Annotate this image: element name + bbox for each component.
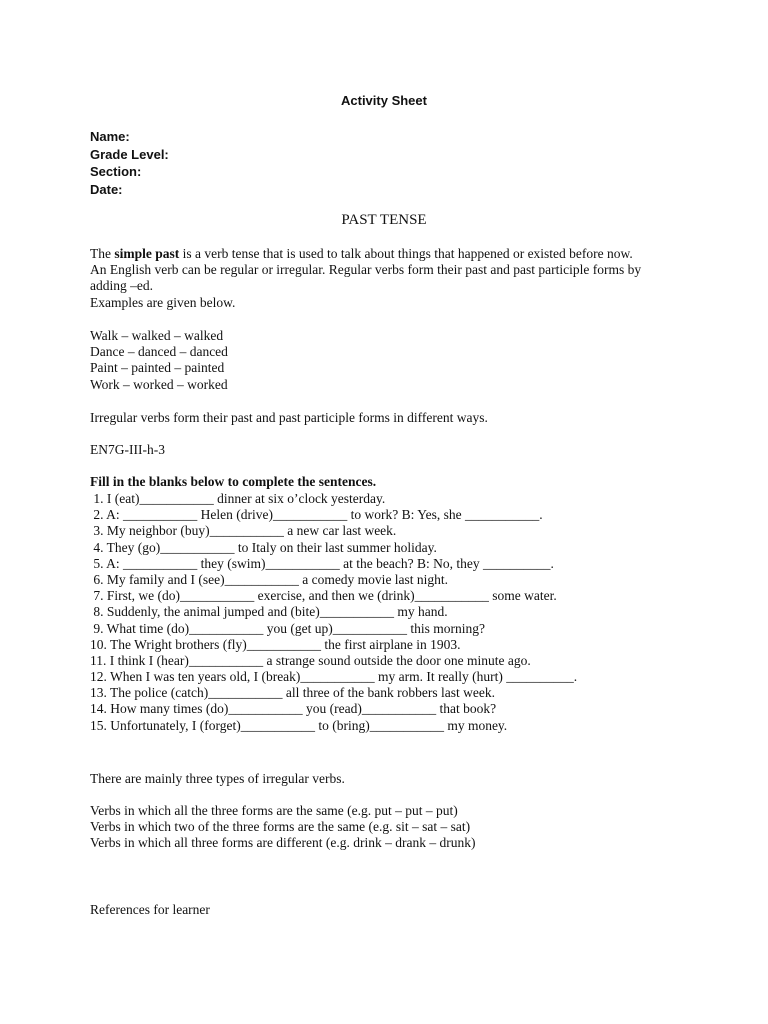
section-title: PAST TENSE	[341, 212, 427, 228]
intro-line-1	[90, 246, 690, 262]
exercise-item: 9. What time (do)___________ you (get up)___________ this morning?	[90, 620, 485, 636]
exercise-item: 14. How many times (do)___________ you (read)___________ that book?	[90, 701, 497, 717]
exercise-item: 11. I think I (hear)___________ a strange sound outside the door one minute ago.	[90, 652, 531, 668]
exercise-item: 4. They (go)___________ to Italy on their last summer holiday.	[90, 539, 437, 555]
exercise-item: 1. I (eat)___________ dinner at six o’clock yesterday.	[90, 491, 386, 506]
intro-line-4: Examples are given below.	[90, 294, 236, 310]
intro-paragraph	[90, 246, 690, 311]
exercise-item: 6. My family and I (see)___________ a comedy movie last night.	[90, 571, 449, 587]
example-item: Walk – walked – walked	[90, 328, 224, 343]
irregular-note: Irregular verbs form their past and past participle forms in different ways.	[90, 410, 488, 425]
exercise-item: 13. The police (catch)___________ all three of the bank robbers last week.	[90, 685, 495, 701]
examples-list	[90, 328, 228, 393]
sheet-title: Activity Sheet	[341, 93, 427, 108]
intro-line-1-post: is a verb tense that is used to talk about things that happened or existed before now.	[179, 246, 633, 261]
intro-line-1-pre: The	[90, 246, 115, 261]
section-field-label: Section:	[90, 164, 142, 179]
exercise-item: 10. The Wright brothers (fly)___________ the first airplane in 1903.	[90, 636, 461, 652]
exercise-item: 8. Suddenly, the animal jumped and (bite)___________ my hand.	[90, 604, 448, 620]
exercise-item: 3. My neighbor (buy)___________ a new car last week.	[90, 523, 397, 539]
references-heading: References for learner	[90, 902, 210, 917]
exercise-item: 7. First, we (do)___________ exercise, and then we (drink)___________ some water.	[90, 588, 557, 604]
type-item: Verbs in which two of the three forms are the same (e.g. sit – sat – sat)	[90, 819, 471, 835]
intro-line-3: adding –ed.	[90, 278, 153, 294]
exercise-list	[90, 491, 577, 734]
irregular-types-list	[90, 803, 476, 852]
exercise-item: 15. Unfortunately, I (forget)___________ to (bring)___________ my money.	[90, 717, 508, 733]
intro-line-2: An English verb can be regular or irregular. Regular verbs form their past and past participle forms by	[90, 262, 642, 278]
competency-code: EN7G-III-h-3	[90, 442, 165, 457]
exercise-item: 12. When I was ten years old, I (break)___________ my arm. It really (hurt) __________.	[90, 669, 578, 685]
simple-past-term: simple past	[114, 246, 180, 261]
exercise-item: 5. A: ___________ they (swim)___________ at the beach? B: No, they __________.	[90, 555, 554, 571]
type-item: Verbs in which all three forms are different (e.g. drink – drank – drunk)	[90, 835, 476, 851]
types-intro: There are mainly three types of irregular verbs.	[90, 771, 345, 786]
exercise-item: 2. A: ___________ Helen (drive)___________ to work? B: Yes, she ___________.	[90, 507, 543, 523]
date-field-label: Date:	[90, 181, 123, 197]
name-field-label: Name:	[90, 129, 130, 144]
exercise-instruction: Fill in the blanks below to complete the sentences.	[90, 474, 377, 489]
grade-level-field-label: Grade Level:	[90, 146, 169, 162]
example-item: Dance – danced – danced	[90, 344, 228, 360]
student-info	[90, 128, 169, 198]
example-item: Paint – painted – painted	[90, 360, 225, 376]
type-item: Verbs in which all the three forms are the same (e.g. put – put – put)	[90, 803, 458, 818]
example-item: Work – worked – worked	[90, 376, 228, 392]
